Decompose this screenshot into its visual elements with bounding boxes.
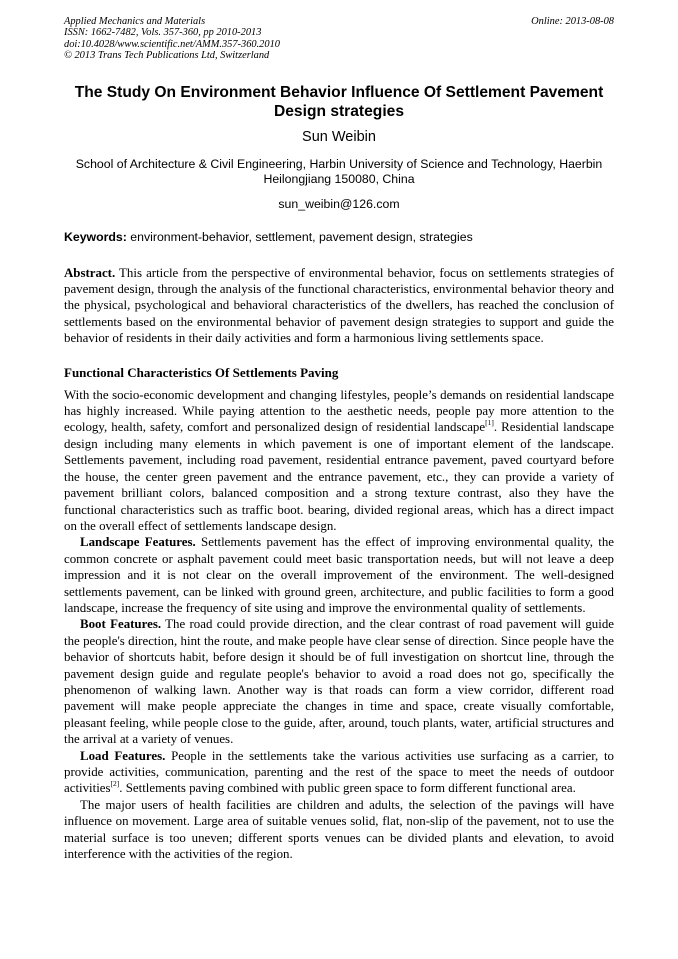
keywords xyxy=(64,230,614,244)
paragraph-text: . Residential landscape design including many elements in which pavement is one of important element of the landscape. Settlements pavement, including road pavement, residential entrance pavement, paved courtyard before the house, the center green pavement and the entrance pavement, etc., they can provide a variety of pavement brilliant colors, balanced composition and a strong texture contrast, also they have the functional characteristics such as traffic boot. bearing, divided regional areas, which has a direct impact on the overall effect of settlements landscape design. xyxy=(64,420,615,533)
paragraph-lead: Load Features. xyxy=(80,748,166,763)
abstract xyxy=(64,265,614,347)
paragraph-text: . Settlements paving combined with public green space to form different functional area. xyxy=(119,781,576,796)
abstract-text: This article from the perspective of environmental behavior, focus on settlements strategies of pavement design, through the analysis of the functional characteristics, environmental behavior theory and the physical, psychological and behavioral characteristics of the dwellers, has reached the conclusion of settlements based on the environmental behavior of pavement design strategies to support and guide the behavior of residents in their daily activities and form a harmonious living settlements space. xyxy=(64,265,614,346)
online-date: Online: 2013-08-08 xyxy=(531,16,614,27)
paragraph-text: People in the settlements take the various activities use surfacing as a carrier, to provide activities, communication, parenting and the rest of the space to meet the needs of outdoor activities xyxy=(64,748,614,796)
paragraph-boot-features xyxy=(64,616,614,747)
paragraph-landscape-features xyxy=(64,534,614,616)
section-heading: Functional Characteristics Of Settlements Paving xyxy=(64,364,339,380)
doi-line: doi:10.4028/www.scientific.net/AMM.357-360.2010 xyxy=(64,38,280,50)
journal-header xyxy=(64,16,614,62)
paragraph-text: With the socio-economic development and changing lifestyles, people’s demands on residential landscape has highly increased. While paying attention to the aesthetic needs, people pay more attention to the ecology, health, safety, comfort and personalized design of residential landscape xyxy=(64,387,614,435)
section-body xyxy=(64,387,614,863)
journal-name: Applied Mechanics and Materials xyxy=(64,16,206,27)
paragraph-load-features xyxy=(64,748,614,797)
paragraph-intro xyxy=(64,387,614,535)
copyright-line: © 2013 Trans Tech Publications Ltd, Switzerland xyxy=(64,50,270,62)
paragraph-lead: Boot Features. xyxy=(80,617,162,632)
author-affiliation: School of Architecture & Civil Engineering, Harbin University of Science and Technology, Haerbin Heilongjiang 150080, China xyxy=(75,156,603,186)
paper-title: The Study On Environment Behavior Influence Of Settlement Pavement Design strategies xyxy=(74,83,604,120)
issn-line: ISSN: 1662-7482, Vols. 357-360, pp 2010-2013 xyxy=(64,27,262,39)
keywords-label: Keywords: xyxy=(64,229,127,244)
paragraph-text: Settlements pavement has the effect of improving environmental quality, the common concrete or asphalt pavement could meet basic transportation needs, but will not leave a deep impression and it is not clear on the overall improvement of the environment. The well-designed settlements pavement, can be linked with ground green, architecture, and public facilities to form a good landscape, increase the frequency of site using and improve the environmental quality of settlements. xyxy=(64,535,614,615)
paragraph-text: The road could provide direction, and the clear contrast of road pavement will guide the people's direction, hint the route, and make people have clear sense of direction. Since people have the behavior of shortcuts habit, before design it should be of full investigation on shortcut line, through the pavement design guide and regulate people's behavior to avoid a road does not go, specifically the phenomenon of walking lawn. Another way is that roads can form a view corridor, different road pavement will make people appreciate the changes in time and space, create visually comfortable, pleasant feeling, while people close to the guide, after, around, touch plants, water, artificial structures and the arrival at a variety of venues. xyxy=(64,617,614,747)
paragraph-health-facilities xyxy=(64,797,614,863)
author-name: Sun Weibin xyxy=(302,128,376,145)
keywords-text: environment-behavior, settlement, pavement design, strategies xyxy=(126,229,473,244)
paragraph-lead: Landscape Features. xyxy=(80,535,196,550)
paragraph-text: The major users of health facilities are children and adults, the selection of the pavings will have influence on movement. Large area of suitable venues solid, flat, non-slip of the pavement, not to use the material surface is too uneven; different sports venues can be divided plants and elevation, to avoid interference with the activities of the region. xyxy=(64,797,614,862)
author-email: sun_weibin@126.com xyxy=(278,196,400,211)
abstract-label: Abstract. xyxy=(64,265,116,280)
citation-ref: [1] xyxy=(485,418,494,428)
citation-ref: [2] xyxy=(110,779,120,789)
